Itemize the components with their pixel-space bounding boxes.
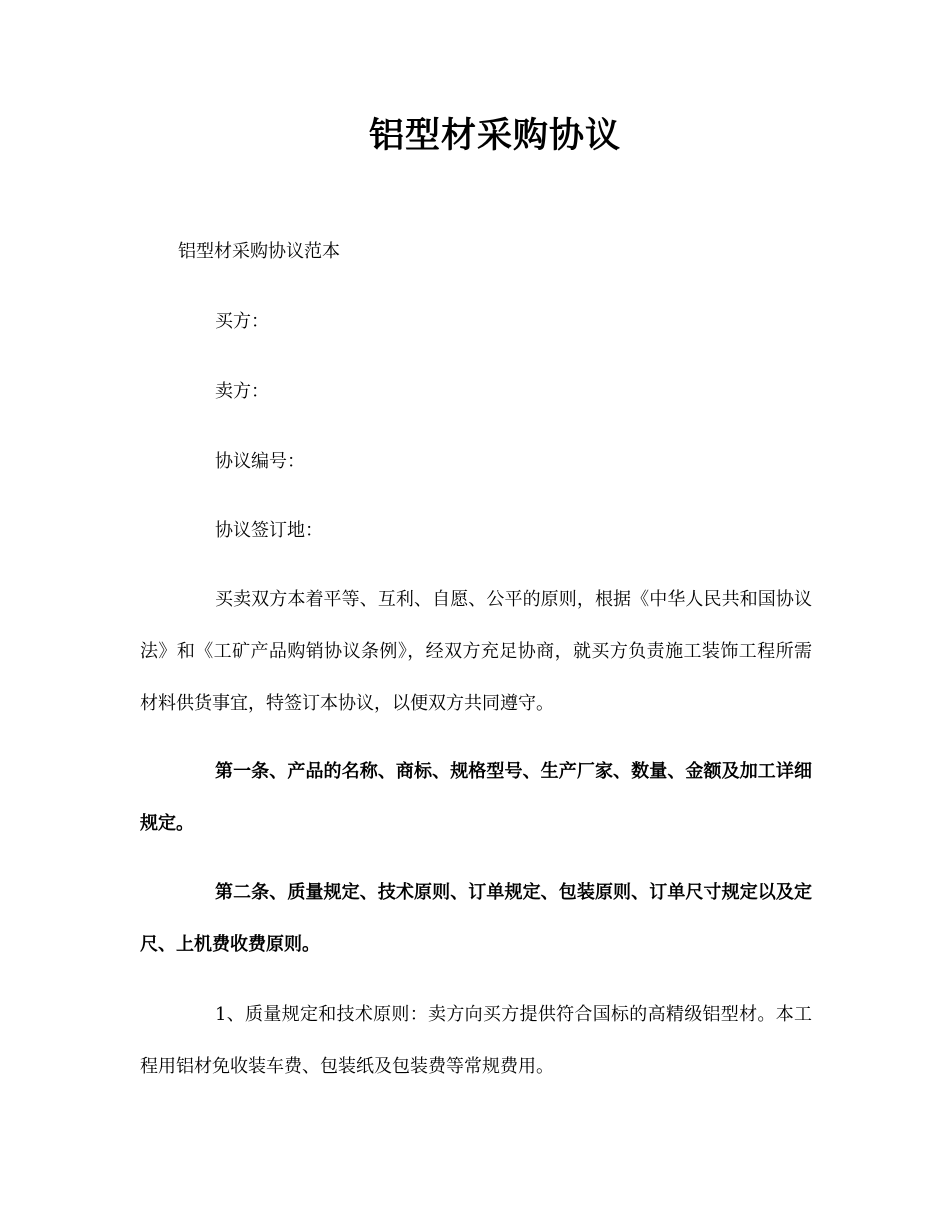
intro-paragraph: 买卖双方本着平等、互利、自愿、公平的原则，根据《中华人民共和国协议法》和《工矿产品购销协议条例》，经双方充足协商，就买方负责施工装饰工程所需材料供货事宜，特签订本协议，以便双方共同遵守。	[140, 589, 812, 714]
document-subtitle: 铝型材采购协议范本	[178, 241, 340, 262]
signing-place-label: 协议签订地：	[215, 520, 323, 541]
article-1-heading: 第一条、产品的名称、商标、规格型号、生产厂家、数量、金额及加工详细规定。	[140, 761, 812, 834]
agreement-number-label: 协议编号：	[215, 451, 305, 472]
seller-label: 卖方：	[215, 381, 269, 402]
clause-1-paragraph: 1、质量规定和技术原则：卖方向买方提供符合国标的高精级铝型材。本工程用铝材免收装车费、包装纸及包装费等常规费用。	[140, 1004, 812, 1077]
article-2-heading: 第二条、质量规定、技术原则、订单规定、包装原则、订单尺寸规定以及定尺、上机费收费原则。	[140, 882, 812, 955]
buyer-label: 买方：	[215, 311, 269, 332]
document-title: 铝型材采购协议	[368, 115, 621, 156]
